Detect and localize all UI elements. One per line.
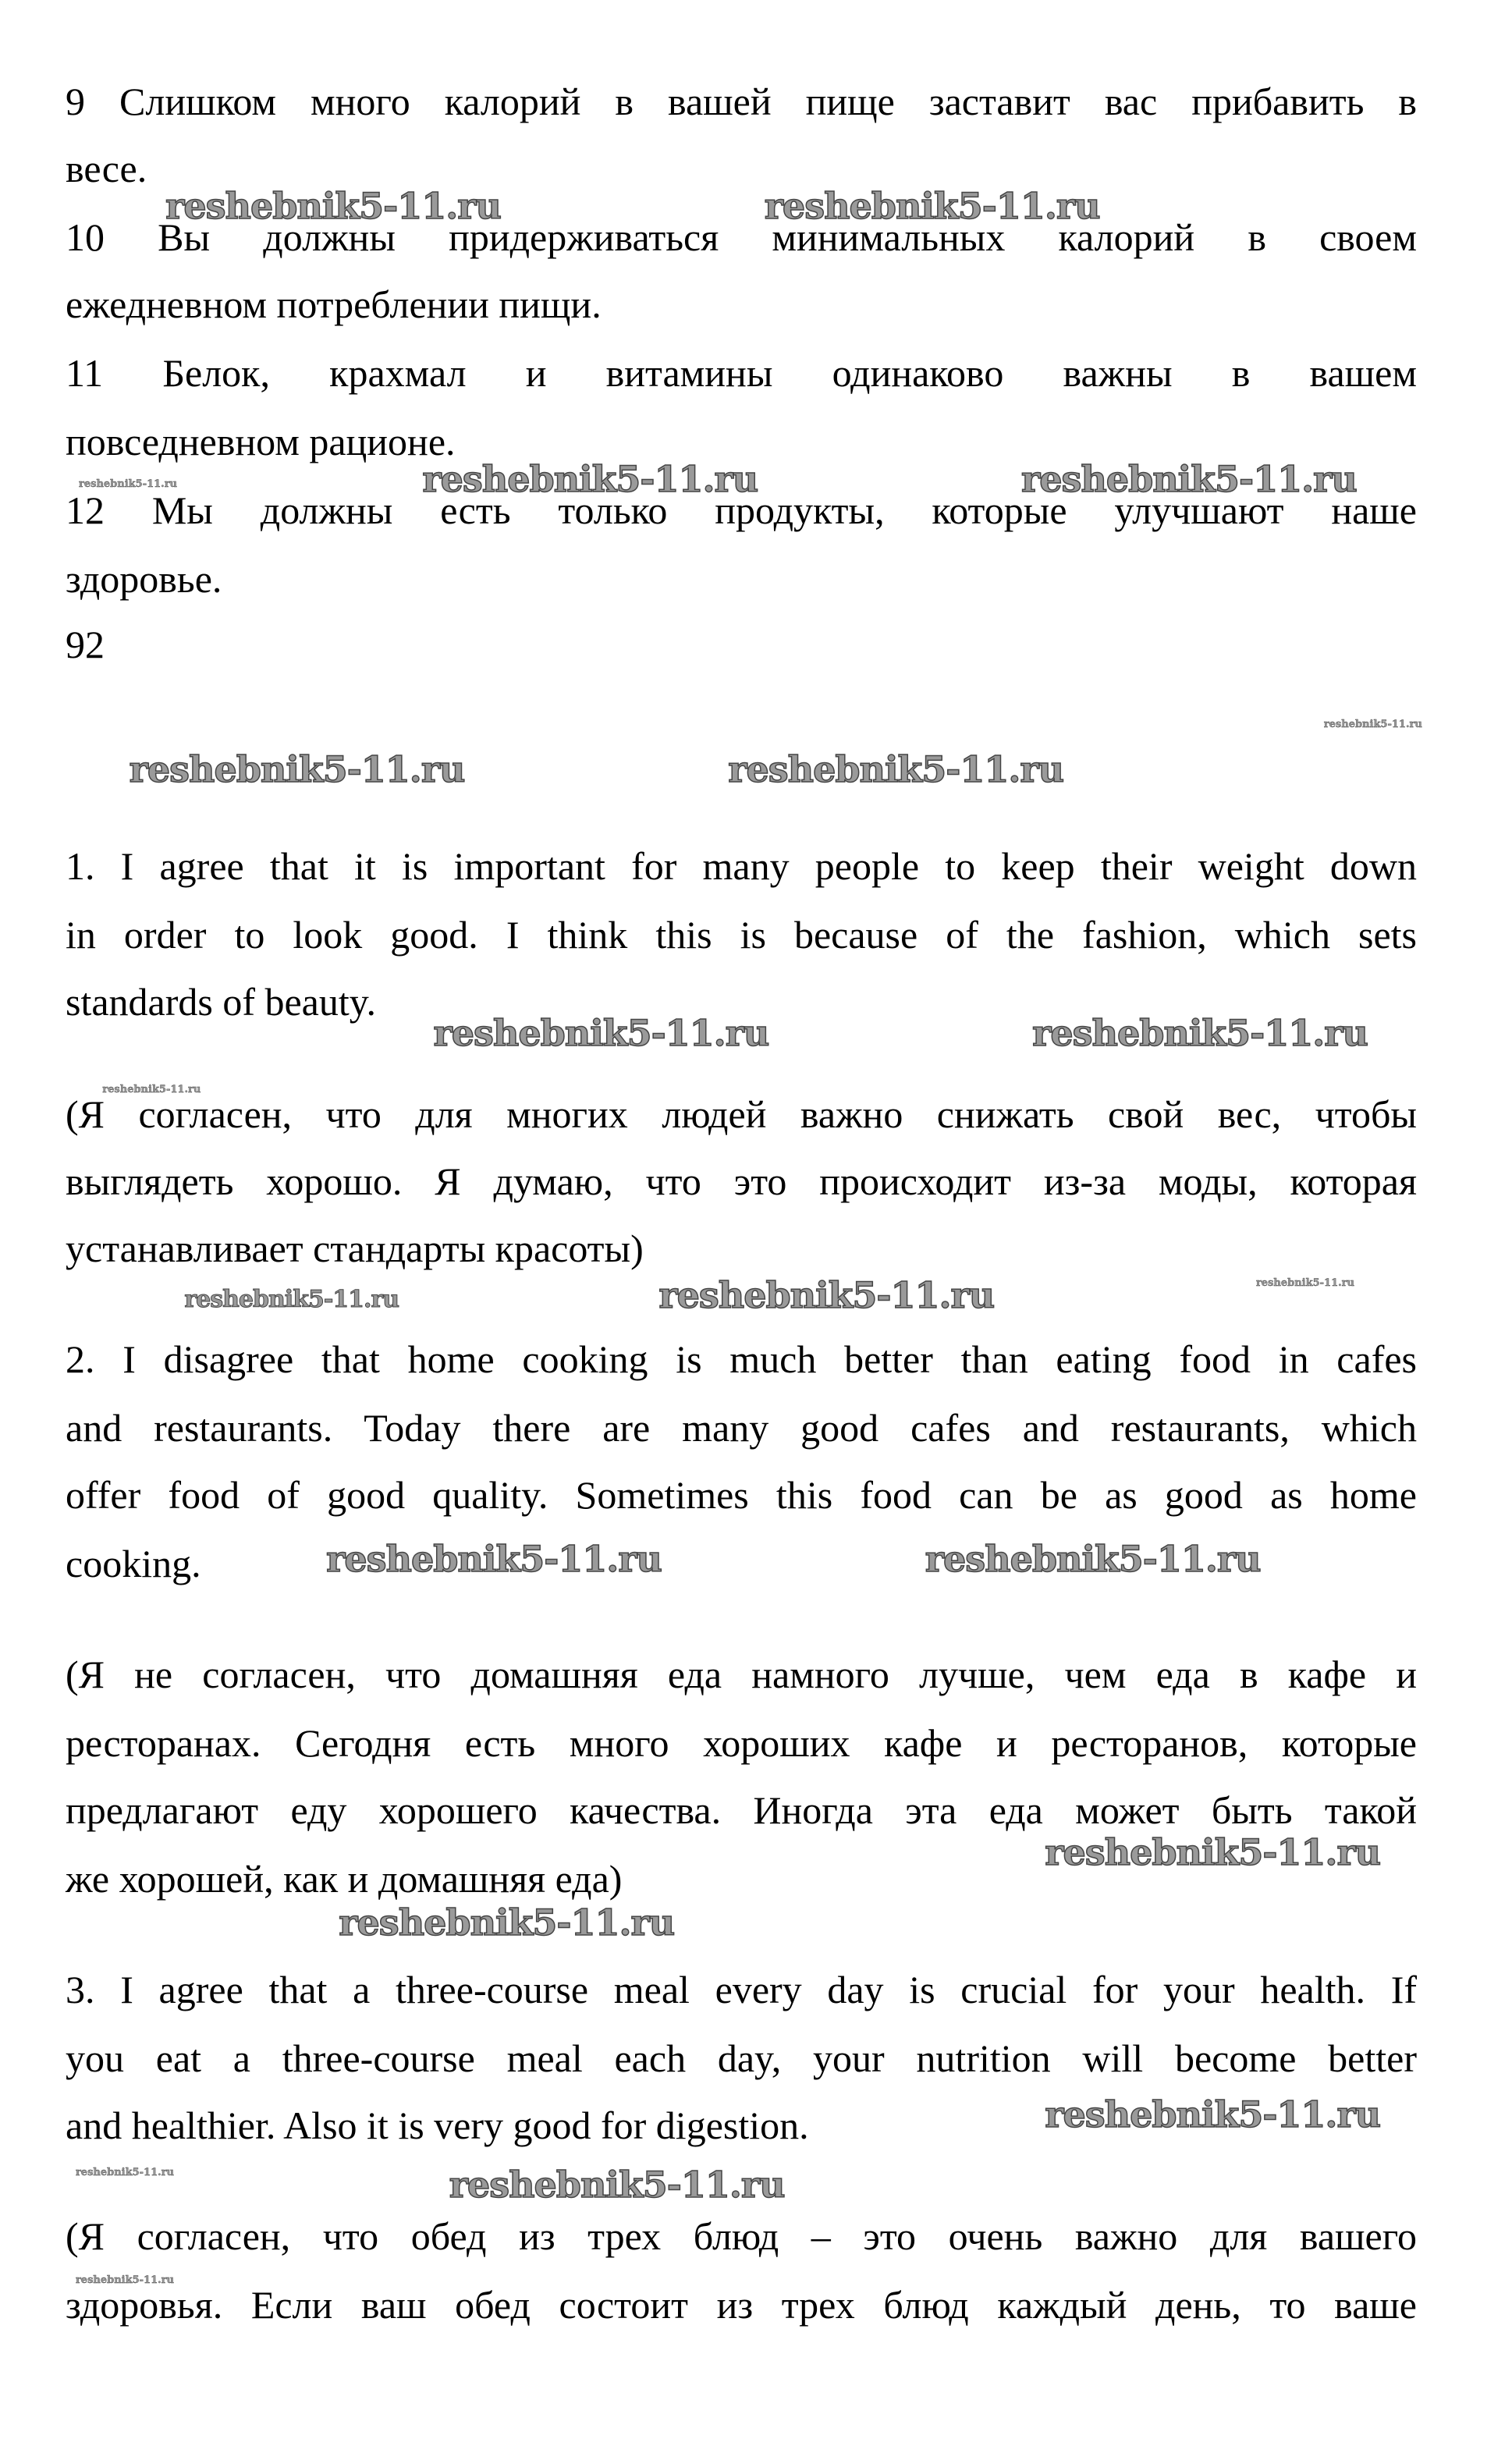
text-line: cooking.: [66, 1542, 201, 1585]
text-line: здоровья. Если ваш обед состоит из трех блюд каждый день, то ваше: [66, 2283, 1417, 2327]
watermark: reshebnik5-11.ru: [184, 1286, 399, 1313]
text-line: you eat a three-course meal each day, your nutrition will become better: [66, 2036, 1417, 2080]
text-line: and healthier. Also it is very good for digestion.: [66, 2104, 809, 2147]
text-line: здоровье.: [66, 557, 222, 601]
text-line: выглядеть хорошо. Я думаю, что это происходит из-за моды, которая: [66, 1159, 1417, 1203]
text-line: 10 Вы должны придерживаться минимальных калорий в своем: [66, 215, 1417, 259]
text-line: 2. I disagree that home cooking is much better than eating food in cafes: [66, 1337, 1417, 1381]
text-line: (Я согласен, что для многих людей важно снижать свой вес, чтобы: [66, 1092, 1417, 1136]
watermark: reshebnik5-11.ru: [75, 2166, 174, 2178]
watermark: reshebnik5-11.ru: [75, 2274, 174, 2286]
text-line: 92: [66, 623, 105, 666]
text-line: же хорошей, как и домашняя еда): [66, 1857, 623, 1901]
watermark: reshebnik5-11.ru: [449, 2164, 785, 2206]
text-line: (Я согласен, что обед из трех блюд – это очень важно для вашего: [66, 2214, 1417, 2258]
text-line: предлагают еду хорошего качества. Иногда эта еда может быть такой: [66, 1788, 1417, 1832]
text-line: 3. I agree that a three-course meal every day is crucial for your health. If: [66, 1968, 1417, 2011]
watermark: reshebnik5-11.ru: [1323, 718, 1422, 730]
text-line: 1. I agree that it is important for many people to keep their weight down: [66, 844, 1417, 888]
watermark: reshebnik5-11.ru: [925, 1538, 1261, 1580]
watermark: reshebnik5-11.ru: [1020, 458, 1357, 500]
watermark: reshebnik5-11.ru: [1032, 1012, 1368, 1054]
watermark: reshebnik5-11.ru: [658, 1274, 995, 1316]
watermark: reshebnik5-11.ru: [165, 185, 501, 227]
watermark: reshebnik5-11.ru: [1255, 1276, 1354, 1289]
watermark: reshebnik5-11.ru: [102, 1083, 201, 1095]
text-line: and restaurants. Today there are many good cafes and restaurants, which: [66, 1406, 1417, 1450]
watermark: reshebnik5-11.ru: [1045, 1831, 1381, 1873]
watermark: reshebnik5-11.ru: [326, 1538, 662, 1580]
watermark: reshebnik5-11.ru: [764, 185, 1100, 227]
text-line: offer food of good quality. Sometimes this food can be as good as home: [66, 1473, 1417, 1517]
watermark: reshebnik5-11.ru: [129, 748, 465, 790]
text-line: in order to look good. I think this is because of the fashion, which sets: [66, 913, 1417, 957]
watermark: reshebnik5-11.ru: [79, 478, 178, 490]
watermark: reshebnik5-11.ru: [433, 1012, 769, 1054]
text-line: ресторанах. Сегодня есть много хороших кафе и ресторанов, которые: [66, 1721, 1417, 1765]
text-line: весе.: [66, 147, 147, 190]
text-line: (Я не согласен, что домашняя еда намного лучше, чем еда в кафе и: [66, 1653, 1417, 1696]
text-line: standards of beauty.: [66, 980, 377, 1024]
text-line: устанавливает стандарты красоты): [66, 1227, 644, 1270]
watermark: reshebnik5-11.ru: [1045, 2093, 1381, 2135]
watermark: reshebnik5-11.ru: [422, 458, 758, 500]
watermark: reshebnik5-11.ru: [728, 748, 1064, 790]
text-line: ежедневном потреблении пищи.: [66, 282, 602, 326]
text-line: 9 Слишком много калорий в вашей пище заставит вас прибавить в: [66, 80, 1417, 123]
text-line: 12 Мы должны есть только продукты, которые улучшают наше: [66, 488, 1417, 532]
text-line: 11 Белок, крахмал и витамины одинаково важны в вашем: [66, 351, 1417, 395]
watermark: reshebnik5-11.ru: [339, 1901, 675, 1944]
text-line: повседневном рационе.: [66, 420, 456, 463]
